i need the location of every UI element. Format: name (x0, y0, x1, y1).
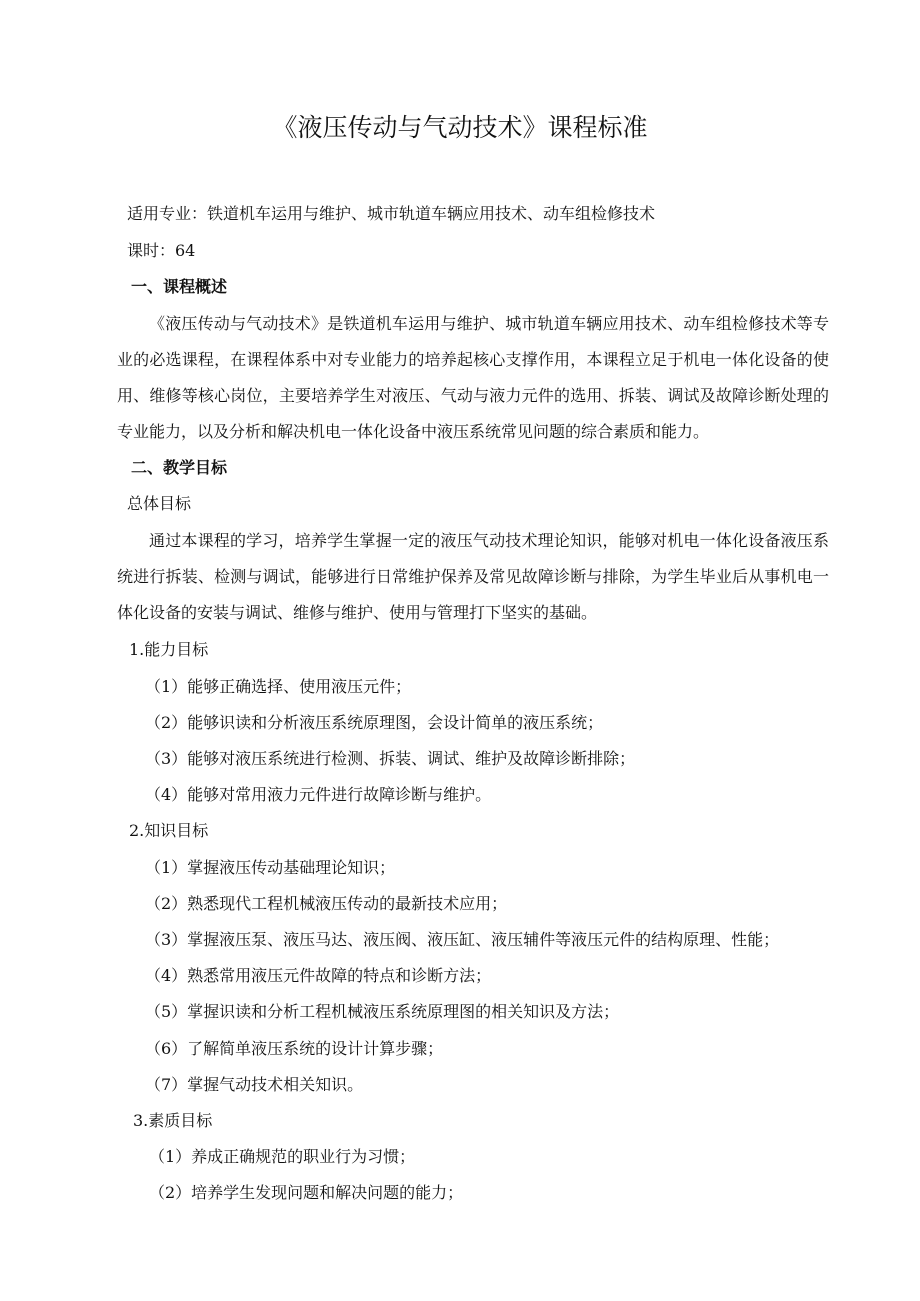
section-heading-objectives: 二、教学目标 (131, 458, 228, 477)
list-item: （5）掌握识读和分析工程机械液压系统原理图的相关知识及方法； (145, 1002, 620, 1021)
list-item: （3）掌握液压泵、液压马达、液压阀、液压缸、液压辅件等液压元件的结构原理、性能； (145, 930, 780, 949)
applicable-major: 适用专业：铁道机车运用与维护、城市轨道车辆应用技术、动车组检修技术 (127, 204, 656, 223)
list-item: （2）熟悉现代工程机械液压传动的最新技术应用； (145, 894, 508, 913)
overall-objective-paragraph: 通过本课程的学习，培养学生掌握一定的液压气动技术理论知识，能够对机电一体化设备液压系统进行拆装、检测与调试，能够进行日常维护保养及常见故障诊断与排除，为学生毕业后从事机电一体化设备的安装与调试、维修与维护、使用与管理打下坚实的基础。 (117, 531, 829, 622)
list-item: （1）掌握液压传动基础理论知识； (145, 858, 396, 877)
quality-objective-label: 3.素质目标 (133, 1111, 213, 1130)
list-item: （4）能够对常用液力元件进行故障诊断与维护。 (145, 785, 492, 804)
section-heading-overview: 一、课程概述 (131, 277, 228, 296)
list-item: （2）能够识读和分析液压系统原理图，会设计简单的液压系统； (145, 713, 604, 732)
list-item: （1）养成正确规范的职业行为习惯； (149, 1147, 416, 1166)
list-item: （4）熟悉常用液压元件故障的特点和诊断方法； (145, 966, 492, 985)
overview-paragraph: 《液压传动与气动技术》是铁道机车运用与维护、城市轨道车辆应用技术、动车组检修技术等专业的必选课程，在课程体系中对专业能力的培养起核心支撑作用，本课程立足于机电一体化设备的使用、维修等核心岗位，主要培养学生对液压、气动与液力元件的选用、拆装、调试及故障诊断处理的专业能力，以及分析和解决机电一体化设备中液压系统常见问题的综合素质和能力。 (117, 314, 829, 441)
ability-objective-label: 1.能力目标 (129, 640, 209, 659)
list-item: （6）了解简单液压系统的设计计算步骤； (145, 1039, 444, 1058)
knowledge-objective-label: 2.知识目标 (129, 821, 209, 840)
overall-objective-label: 总体目标 (127, 494, 192, 513)
list-item: （2）培养学生发现问题和解决问题的能力； (149, 1183, 464, 1202)
course-hours: 课时：64 (127, 241, 196, 260)
list-item: （3）能够对液压系统进行检测、拆装、调试、维护及故障诊断排除； (145, 749, 636, 768)
list-item: （1）能够正确选择、使用液压元件； (145, 677, 412, 696)
document-title: 《液压传动与气动技术》课程标准 (272, 113, 648, 142)
list-item: （7）掌握气动技术相关知识。 (145, 1075, 364, 1094)
